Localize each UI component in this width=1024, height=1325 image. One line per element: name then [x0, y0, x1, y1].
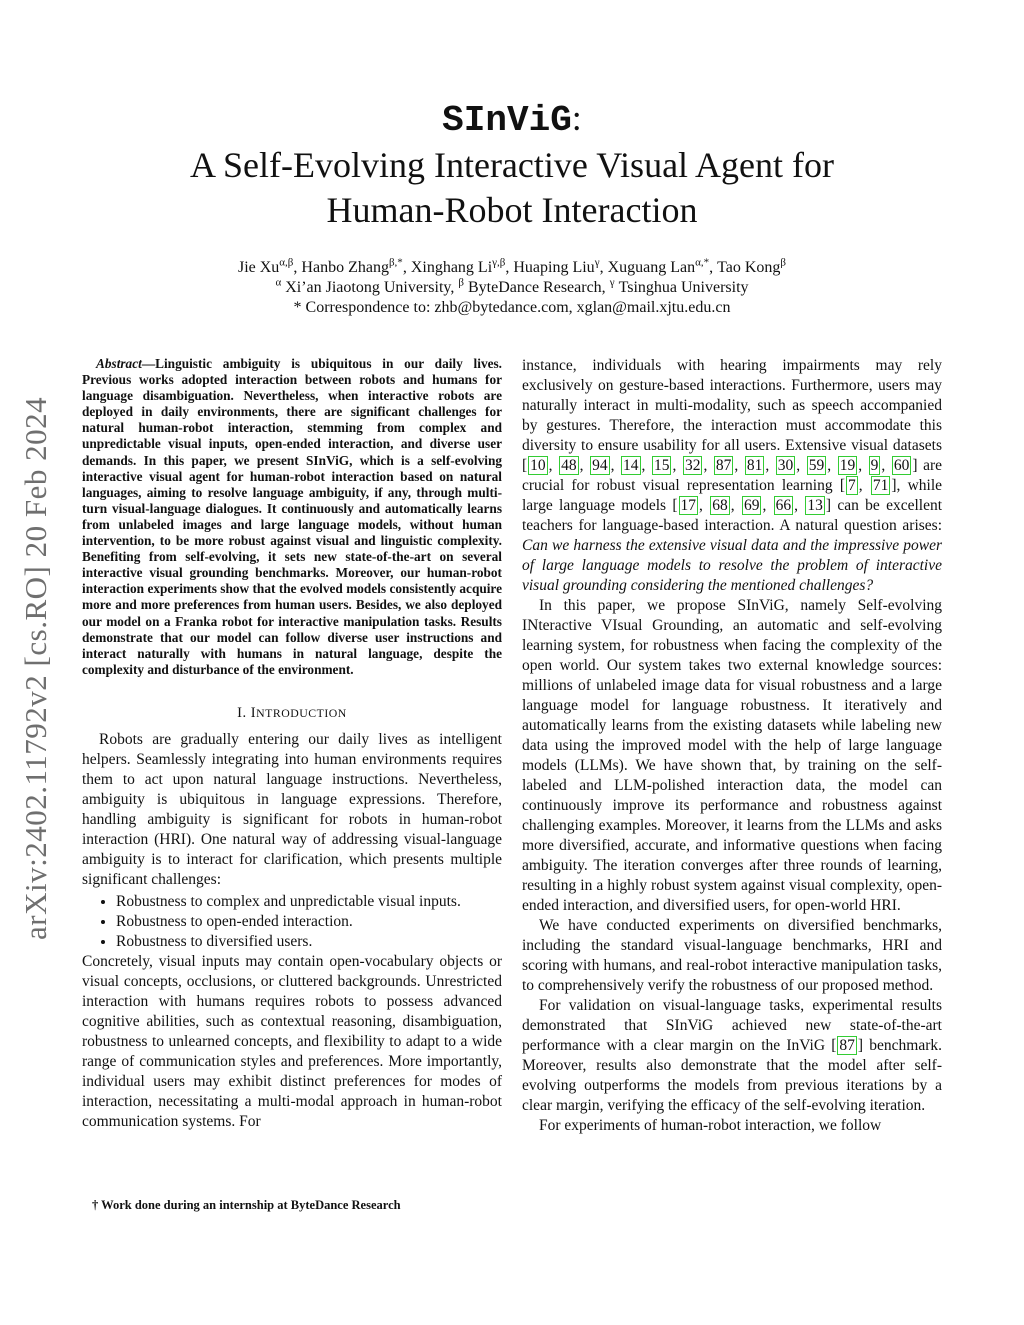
title-line-2: A Self-Evolving Interactive Visual Agent for — [189, 145, 835, 185]
citation-link[interactable]: 48 — [561, 457, 577, 474]
challenge-list — [82, 892, 502, 952]
title-colon: : — [571, 98, 582, 138]
author: Tao Kong$^\beta$ — [717, 256, 787, 276]
citation-link[interactable]: 19 — [839, 457, 856, 474]
citation-link[interactable]: 66 — [775, 497, 792, 514]
authors-block — [100, 258, 924, 318]
affiliation: $^\gamma$ Tsinghua University — [609, 276, 749, 296]
intro-paragraph-1: Robots are gradually entering our daily lives as intelligent helpers. Seamlessly integrating into human environments requires them to act upon natural language instructions. Nevertheless, ambiguity is ubiquitous in language expressions. Therefore, handling ambiguity is significant for robots in human-robot interaction (HRI). One natural way of addressing visual-language ambiguity is to interact for clarification, which presents multiple significant challenges: — [82, 730, 502, 888]
affiliation: $^\alpha$ Xi’an Jiaotong University, — [275, 276, 459, 296]
affiliation: $^\beta$ ByteDance Research, — [458, 276, 610, 296]
citation-link[interactable]: 81 — [746, 457, 763, 474]
citation-link[interactable]: 94 — [592, 457, 608, 474]
author: Huaping Liu$^\gamma$, — [513, 256, 608, 276]
footnote: † Work done during an internship at ByteDance Research — [92, 1198, 401, 1212]
intro-paragraph-5: We have conducted experiments on diversified benchmarks, including the standard visual-language benchmarks, HRI and scoring with humans, and real-robot interactive manipulation tasks, to comprehensively verify the robustness of our proposed method. — [522, 917, 942, 994]
intro-paragraph-4: In this paper, we propose SInViG, namely Self-evolving INteractive VIsual Grounding, an automatic and self-evolving learning system, for robustness when facing the complexity of the open world. Our system takes two external knowledge sources: millions of unlabeled image data for visual robustness and a large language model for language robustness. It iteratively and automatically learns from the existing datasets while labeling new data using the improved model with the help of large language models (LLMs). We have shown that, by training on the self-labeled and LLM-polished interaction data, the model can continuously improve its performance and robustness against challenging examples. Moreover, it learns from the LLMs and asks more diversified, accurate, and informative questions when facing ambiguity. The iteration converges after three rounds of learning, resulting in a highly robust system against visual complexity, open-ended interaction, and diversified users, for open-world HRI. — [522, 597, 942, 914]
citation-link[interactable]: 68 — [712, 497, 728, 514]
abstract-text: —Linguistic ambiguity is ubiquitous in our daily lives. Previous works adopted interaction between robots and humans for language disambiguation. Nevertheless, when interactive robots are deployed in daily environments, there are significant challenges for natural human-robot interaction, stemming from complex and unpredictable visual inputs, open-ended interaction, and diverse user demands. In this paper, we present SInViG, which is a self-evolving interactive visual agent for human-robot interaction based on natural languages, aiming to resolve language ambiguity, if any, through multi-turn visual-language dialogues. It continuously and automatically learns from unlabeled images and large language models, without human intervention, to be more robust against visual and linguistic complexity. Benefiting from self-evolving, it sets new state-of-the-art on several interactive visual grounding benchmarks. Moreover, our human-robot interaction experiments show that the evolved models consistently acquire more and more preferences from human users. Besides, we also deployed our model on a Franka robot for interactive manipulation tasks. Results demonstrate that our model can follow diverse user instructions and interact naturally with humans in natural language, despite the complexity and disturbance of the environment. — [82, 356, 502, 677]
list-item: • Robustness to open-ended interaction. — [116, 912, 502, 932]
intro-paragraph-7: For experiments of human-robot interaction, we follow — [539, 1117, 882, 1134]
citation-link[interactable]: 7 — [847, 477, 856, 494]
citation-link[interactable]: 10 — [530, 457, 546, 474]
author-list — [100, 258, 924, 278]
author: Xuguang Lan$^{\alpha,*}$, — [607, 256, 718, 276]
title-line-1 — [100, 96, 924, 143]
citation-link[interactable]: 32 — [684, 457, 701, 474]
author: Jie $Xu^{\alpha,\beta}$, — [237, 256, 302, 276]
list-item: • Robustness to diversified users. — [116, 932, 502, 952]
author: Hanbo Zhang$^{\beta,*}$, — [301, 256, 411, 276]
citation-link[interactable]: 15 — [653, 457, 670, 474]
abstract-label: Abstract — [96, 356, 142, 371]
citation-link[interactable]: 69 — [743, 497, 760, 514]
citation-link[interactable]: 30 — [777, 457, 794, 474]
citation-link[interactable]: 87 — [715, 457, 732, 474]
correspondence: * Correspondence to: zhb@bytedance.com, xglan@mail.xjtu.edu.cn — [293, 299, 731, 316]
research-question: Can we harness the extensive visual data and the impressive power of large language models to resolve the problem of interactive visual grounding considering the mentioned challenges? — [522, 537, 942, 594]
right-column — [522, 356, 942, 1136]
paper-title — [100, 96, 924, 233]
intro-paragraph-2: Concretely, visual inputs may contain open-vocabulary objects or visual concepts, occlusions, or cluttered backgrounds. Unrestricted interaction with humans requires robots to possess advanced cognitive abilities, such as contextual reasoning, disambiguation, robustness to unlearned concepts, and flexibility to adapt to a wide range of communication styles and preferences. More importantly, individual users may exhibit distinct preferences for modes of interaction, necessitating a multi-modal approach in human-robot communication systems. For — [82, 952, 502, 1130]
title-line-3: Human-Robot Interaction — [326, 190, 698, 230]
citation-link[interactable]: 71 — [872, 477, 889, 494]
citation-link[interactable]: 14 — [623, 457, 639, 474]
left-column — [82, 356, 502, 1132]
affiliations — [100, 278, 924, 298]
citation-link[interactable]: 59 — [808, 457, 825, 474]
system-name: SInViG — [442, 100, 572, 141]
citation-link[interactable]: 17 — [680, 497, 697, 514]
citation-link[interactable]: 60 — [893, 457, 910, 474]
citation-group: [ 10 , 48 , 94 , 14 , 15 , 32 , 87 , 81 , 30 , 59 , 19 , 9 , 60 ] — [522, 457, 918, 474]
citation-group: [ 17 , 68 , 69 , 66 , 13 ] — [672, 497, 832, 514]
citation-link[interactable]: 87 — [839, 1037, 855, 1054]
section-heading-introduction: I. INTRODUCTION — [237, 704, 347, 721]
list-item: • Robustness to complex and unpredictable visual inputs. — [116, 892, 502, 912]
citation-group: [ 7 , 71 ] — [839, 477, 897, 494]
abstract — [82, 356, 502, 678]
arxiv-identifier: arXiv:2402.11792v2 [cs.RO] 20 Feb 2024 — [18, 396, 53, 940]
author: Xinghang $Li^{\gamma,\beta}$, — [410, 256, 514, 276]
intro-paragraph-3: instance, individuals with hearing impairments may rely exclusively on gesture-based interactions. Furthermore, users may naturally interact in multi-modality, such as speech accompanied by gestures. Therefore, the interaction must accommodate this diversity to ensure usability for all users. Extensive visual datasets [ 10 , 48 , 94 , 14 , 15 , 32 , 87 , 81 , 30 , 59 , 19 , 9 , 60 ] are crucial for robust visual representation learning [ 7 , 71 ], while large language models [ 17 , 68 , 69 , 66 , 13 ] can be excellent teachers for language-based interaction. A natural question arises: Can we harness the extensive visual data and the impressive power of large language models to resolve the problem of interactive visual grounding considering the mentioned challenges? — [522, 357, 943, 594]
citation-link[interactable]: 13 — [807, 497, 823, 514]
intro-paragraph-6: For validation on visual-language tasks, experimental results demonstrated that SInViG achieved new state-of-the-art performance with a clear margin on the InViG [ 87 ] benchmark. Moreover, results also demonstrate that the model after self-evolving outperforms the models from previous iterations by a clear margin, verifying the efficacy of the self-evolving iteration. — [522, 997, 942, 1114]
citation-link[interactable]: 9 — [870, 457, 879, 474]
